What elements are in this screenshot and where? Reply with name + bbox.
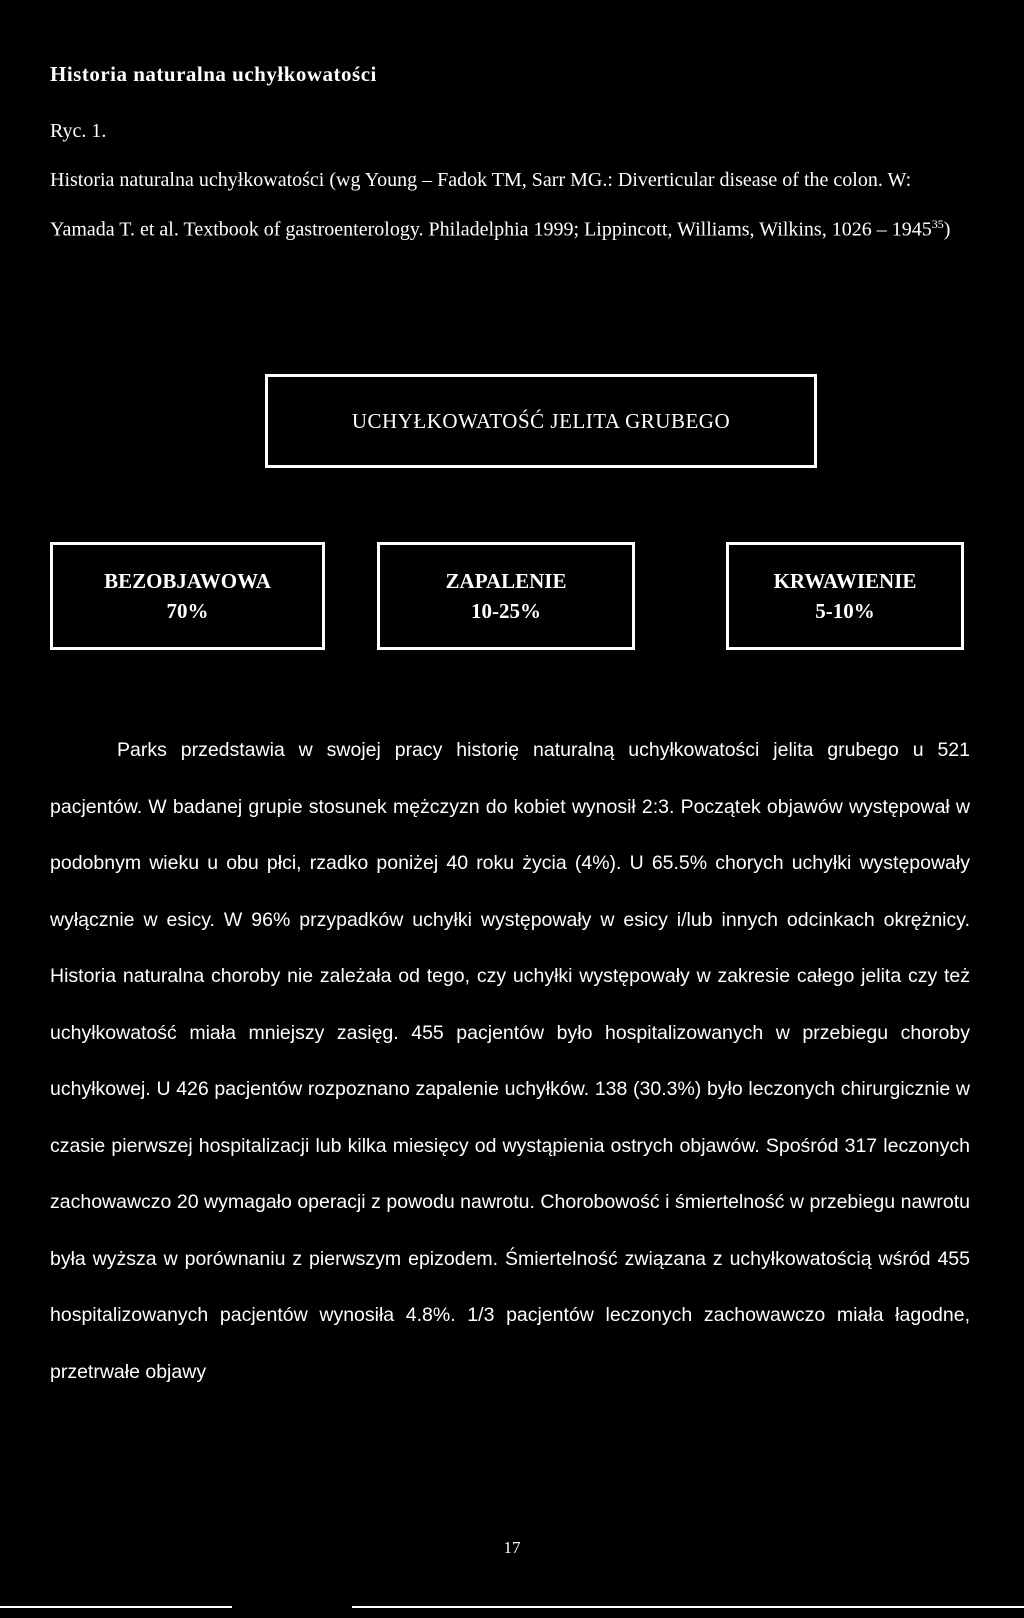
figure-caption-reference: 35	[931, 217, 944, 231]
figure-caption-close: )	[943, 218, 951, 241]
diagram-child-value: 70%	[166, 599, 209, 623]
diagram-child-box-asymptomatic	[50, 542, 325, 650]
diagram-root-label: UCHYŁKOWATOŚĆ JELITA GRUBEGO	[351, 408, 731, 433]
diagram-child-name: ZAPALENIE	[445, 569, 567, 593]
section-heading: Historia naturalna uchyłkowatości	[50, 62, 377, 86]
page-number: 17	[503, 1538, 521, 1557]
diagram-child-name: KRWAWIENIE	[773, 569, 917, 593]
diagram-root-box	[265, 374, 817, 468]
footer-rule	[0, 1606, 1024, 1608]
footer-rule-gap	[232, 1604, 352, 1610]
diagram-child-box-bleeding	[726, 542, 964, 650]
diagram-child-name: BEZOBJAWOWA	[104, 569, 271, 593]
diagram-child-value: 10-25%	[471, 599, 541, 623]
figure-label: Ryc. 1.	[50, 120, 107, 142]
figure-caption	[50, 158, 980, 252]
diagram-child-value: 5-10%	[815, 599, 875, 623]
body-paragraph: Parks przedstawia w swojej pracy historię naturalną uchyłkowatości jelita grubego u 521 pacjentów. W badanej grupie stosunek mężczyzn do kobiet wynosił 2:3. Początek objawów występował w podobnym wieku u obu płci, rzadko poniżej 40 roku życia (4%). U 65.5% chorych uchyłki występowały wyłącznie w esicy. W 96% przypadków uchyłki występowały w esicy i/lub innych odcinkach okrężnicy. Historia naturalna choroby nie zależała od tego, czy uchyłki występowały w zakresie całego jelita czy też uchyłkowatość miała mniejszy zasięg. 455 pacjentów było hospitalizowanych w przebiegu choroby uchyłkowej. U 426 pacjentów rozpoznano zapalenie uchyłków. 138 (30.3%) było leczonych chirurgicznie w czasie pierwszej hospitalizacji lub kilka miesięcy od wystąpienia ostrych objawów. Spośród 317 leczonych zachowawczo 20 wymagało operacji z powodu nawrotu. Chorobowość i śmiertelność w przebiegu nawrotu była wyższa w porównaniu z pierwszym epizodem. Śmiertelność związana z uchyłkowatością wśród 455 hospitalizowanych pacjentów wynosiła 4.8%. 1/3 pacjentów leczonych zachowawczo miała łagodne, przetrwałe objawy	[50, 739, 970, 1383]
figure-caption-text: Historia naturalna uchyłkowatości (wg Young – Fadok TM, Sarr MG.: Diverticular disease of the colon. W: Yamada T. et al. Textbook of gastroenterology. Philadelphia 1999; Lippincott, Williams, Wilkins, 1026 – 1945	[50, 169, 932, 241]
diagram-child-box-inflammation	[377, 542, 635, 650]
